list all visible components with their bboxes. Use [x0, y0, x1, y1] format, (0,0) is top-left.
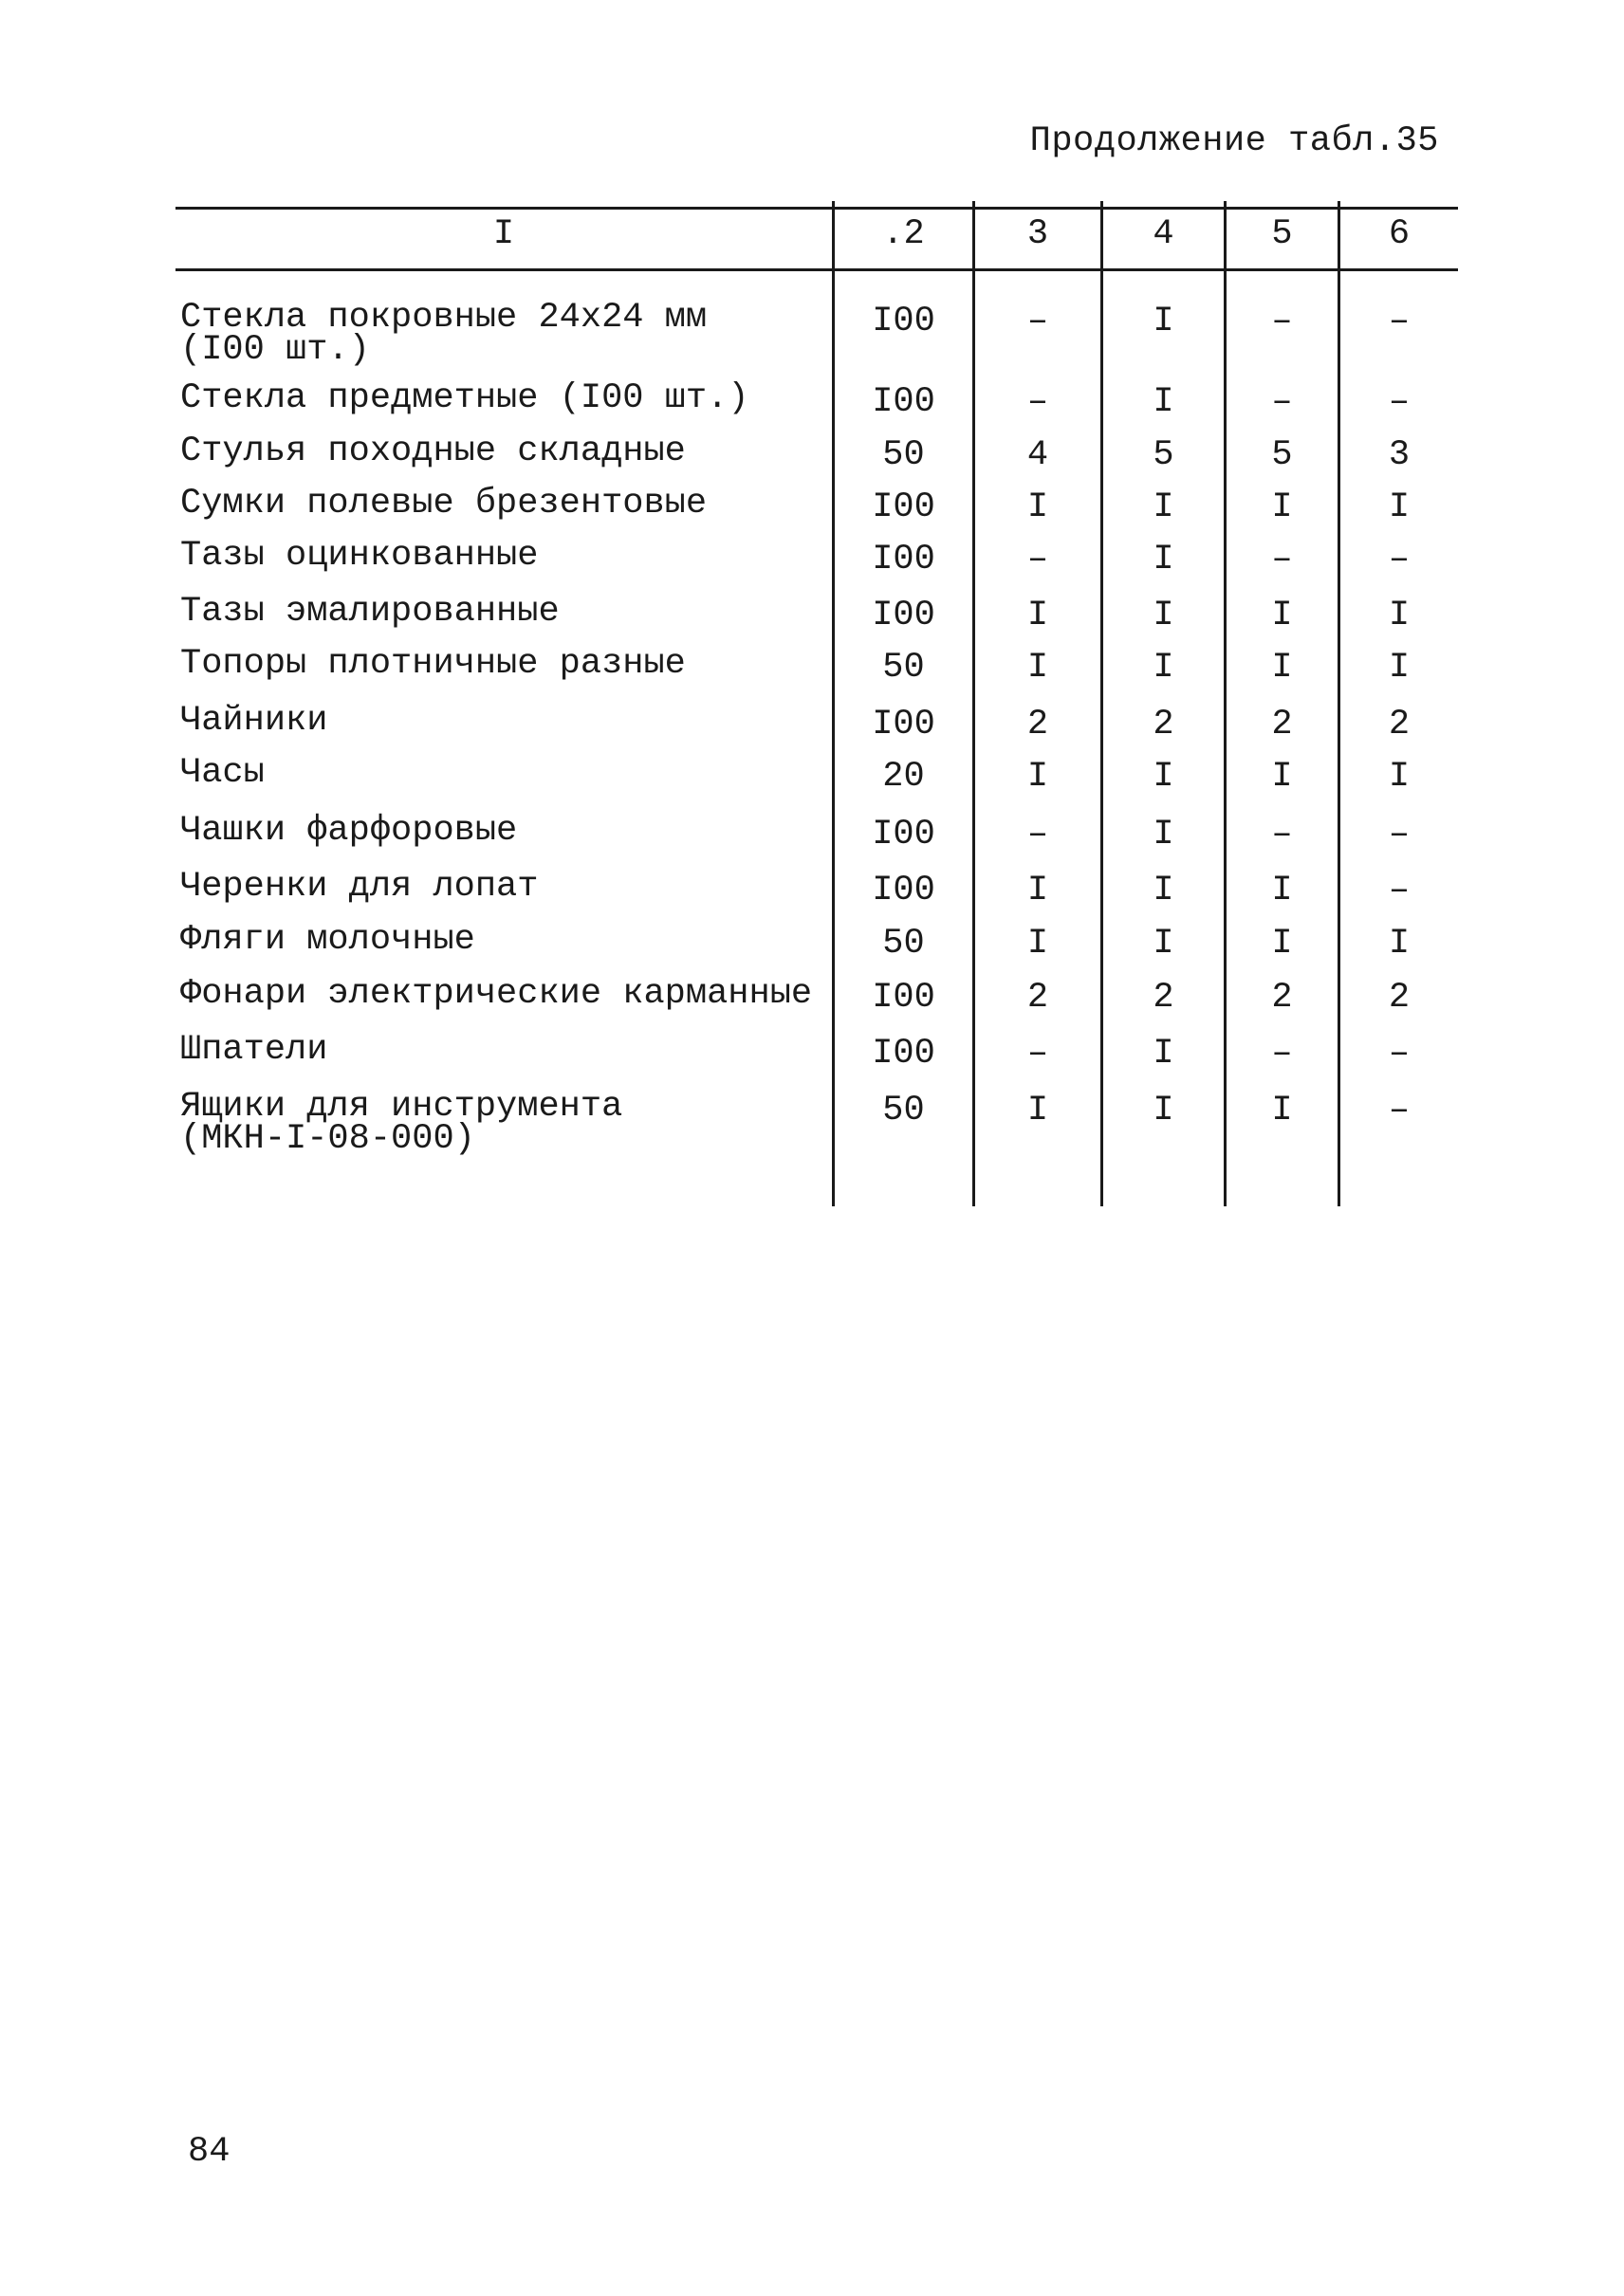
row-value-cell: I — [1271, 648, 1293, 688]
row-value-cell: 50 — [882, 1091, 925, 1130]
row-value-cell: I — [1271, 487, 1293, 527]
row-value-cell: – — [1271, 815, 1293, 854]
row-value-cell: – — [1388, 871, 1411, 910]
row-value-cell: I — [1271, 924, 1293, 964]
row-value-cell: 2 — [1026, 705, 1049, 744]
row-value-cell: I — [1026, 648, 1049, 688]
column-header: I — [492, 214, 515, 254]
row-item-name: Ящики для инструмента (МКН-I-08-000) — [180, 1087, 623, 1159]
row-value-cell: – — [1388, 302, 1411, 341]
row-value-cell: 50 — [882, 435, 925, 475]
row-value-cell: – — [1388, 382, 1411, 422]
row-value-cell: I — [1153, 596, 1174, 635]
table-continuation-caption: Продолжение табл.35 — [1029, 121, 1439, 161]
column-header: 6 — [1388, 214, 1411, 254]
row-item-name: Тазы эмалированные — [180, 592, 560, 632]
row-value-cell: I — [1388, 924, 1411, 964]
row-item-name: Стекла покровные 24х24 мм (I00 шт.) — [180, 298, 708, 370]
row-value-cell: 5 — [1153, 435, 1174, 475]
row-value-cell: 2 — [1271, 705, 1293, 744]
row-value-cell: I — [1388, 757, 1411, 797]
row-item-name: Шпатели — [180, 1030, 328, 1070]
row-value-cell: – — [1388, 540, 1411, 579]
row-item-name: Стекла предметные (I00 шт.) — [180, 378, 749, 418]
row-value-cell: – — [1026, 382, 1049, 422]
row-value-cell: – — [1271, 540, 1293, 579]
row-value-cell: I00 — [872, 978, 935, 1018]
column-header: 4 — [1153, 214, 1174, 254]
row-value-cell: 50 — [882, 924, 925, 964]
row-value-cell: I — [1271, 1091, 1293, 1130]
row-value-cell: I00 — [872, 1034, 935, 1074]
row-value-cell: I00 — [872, 487, 935, 527]
row-value-cell: I — [1153, 871, 1174, 910]
row-value-cell: 2 — [1026, 978, 1049, 1018]
row-value-cell: – — [1026, 302, 1049, 341]
row-item-name: Часы — [180, 753, 265, 793]
row-value-cell: I — [1153, 487, 1174, 527]
row-value-cell: I — [1271, 596, 1293, 635]
row-value-cell: I — [1271, 757, 1293, 797]
row-value-cell: I — [1026, 757, 1049, 797]
row-value-cell: I — [1153, 648, 1174, 688]
row-value-cell: I00 — [872, 871, 935, 910]
column-header: .2 — [882, 214, 925, 254]
row-value-cell: I — [1153, 540, 1174, 579]
row-value-cell: 2 — [1388, 978, 1411, 1018]
table-top-rule — [175, 207, 1458, 210]
row-value-cell: I — [1388, 487, 1411, 527]
row-value-cell: I — [1153, 757, 1174, 797]
row-value-cell: I — [1026, 924, 1049, 964]
row-value-cell: 3 — [1388, 435, 1411, 475]
row-value-cell: 2 — [1271, 978, 1293, 1018]
table-header-rule — [175, 268, 1458, 271]
row-value-cell: I — [1153, 382, 1174, 422]
row-value-cell: I — [1026, 1091, 1049, 1130]
column-header: 3 — [1026, 214, 1049, 254]
row-item-name: Черенки для лопат — [180, 867, 539, 907]
row-value-cell: I00 — [872, 705, 935, 744]
row-value-cell: I — [1388, 596, 1411, 635]
row-item-name: Топоры плотничные разные — [180, 644, 686, 684]
row-value-cell: I — [1388, 648, 1411, 688]
row-value-cell: I00 — [872, 540, 935, 579]
row-value-cell: 50 — [882, 648, 925, 688]
row-value-cell: I — [1153, 815, 1174, 854]
row-value-cell: I — [1153, 1091, 1174, 1130]
row-value-cell: I00 — [872, 815, 935, 854]
row-value-cell: 20 — [882, 757, 925, 797]
row-value-cell: – — [1026, 815, 1049, 854]
row-value-cell: 2 — [1388, 705, 1411, 744]
row-value-cell: – — [1388, 1034, 1411, 1074]
row-value-cell: I00 — [872, 382, 935, 422]
row-value-cell: – — [1271, 302, 1293, 341]
row-value-cell: I — [1026, 487, 1049, 527]
row-item-name: Фонари электрические карманные — [180, 974, 813, 1014]
row-value-cell: – — [1271, 1034, 1293, 1074]
row-value-cell: I — [1026, 596, 1049, 635]
row-value-cell: I — [1271, 871, 1293, 910]
row-value-cell: 2 — [1153, 978, 1174, 1018]
column-header: 5 — [1271, 214, 1293, 254]
page-number: 84 — [188, 2132, 231, 2172]
row-value-cell: I — [1026, 871, 1049, 910]
row-item-name: Чашки фарфоровые — [180, 811, 518, 851]
row-value-cell: – — [1026, 1034, 1049, 1074]
row-value-cell: – — [1388, 815, 1411, 854]
row-value-cell: 2 — [1153, 705, 1174, 744]
row-value-cell: 4 — [1026, 435, 1049, 475]
row-value-cell: – — [1026, 540, 1049, 579]
row-item-name: Стулья походные складные — [180, 432, 686, 471]
row-item-name: Фляги молочные — [180, 920, 475, 960]
row-value-cell: I — [1153, 924, 1174, 964]
row-value-cell: I00 — [872, 596, 935, 635]
row-value-cell: – — [1388, 1091, 1411, 1130]
row-item-name: Сумки полевые брезентовые — [180, 484, 708, 523]
row-value-cell: I00 — [872, 302, 935, 341]
row-value-cell: 5 — [1271, 435, 1293, 475]
row-item-name: Чайники — [180, 701, 328, 741]
row-value-cell: I — [1153, 1034, 1174, 1074]
row-value-cell: – — [1271, 382, 1293, 422]
row-value-cell: I — [1153, 302, 1174, 341]
row-item-name: Тазы оцинкованные — [180, 536, 539, 576]
